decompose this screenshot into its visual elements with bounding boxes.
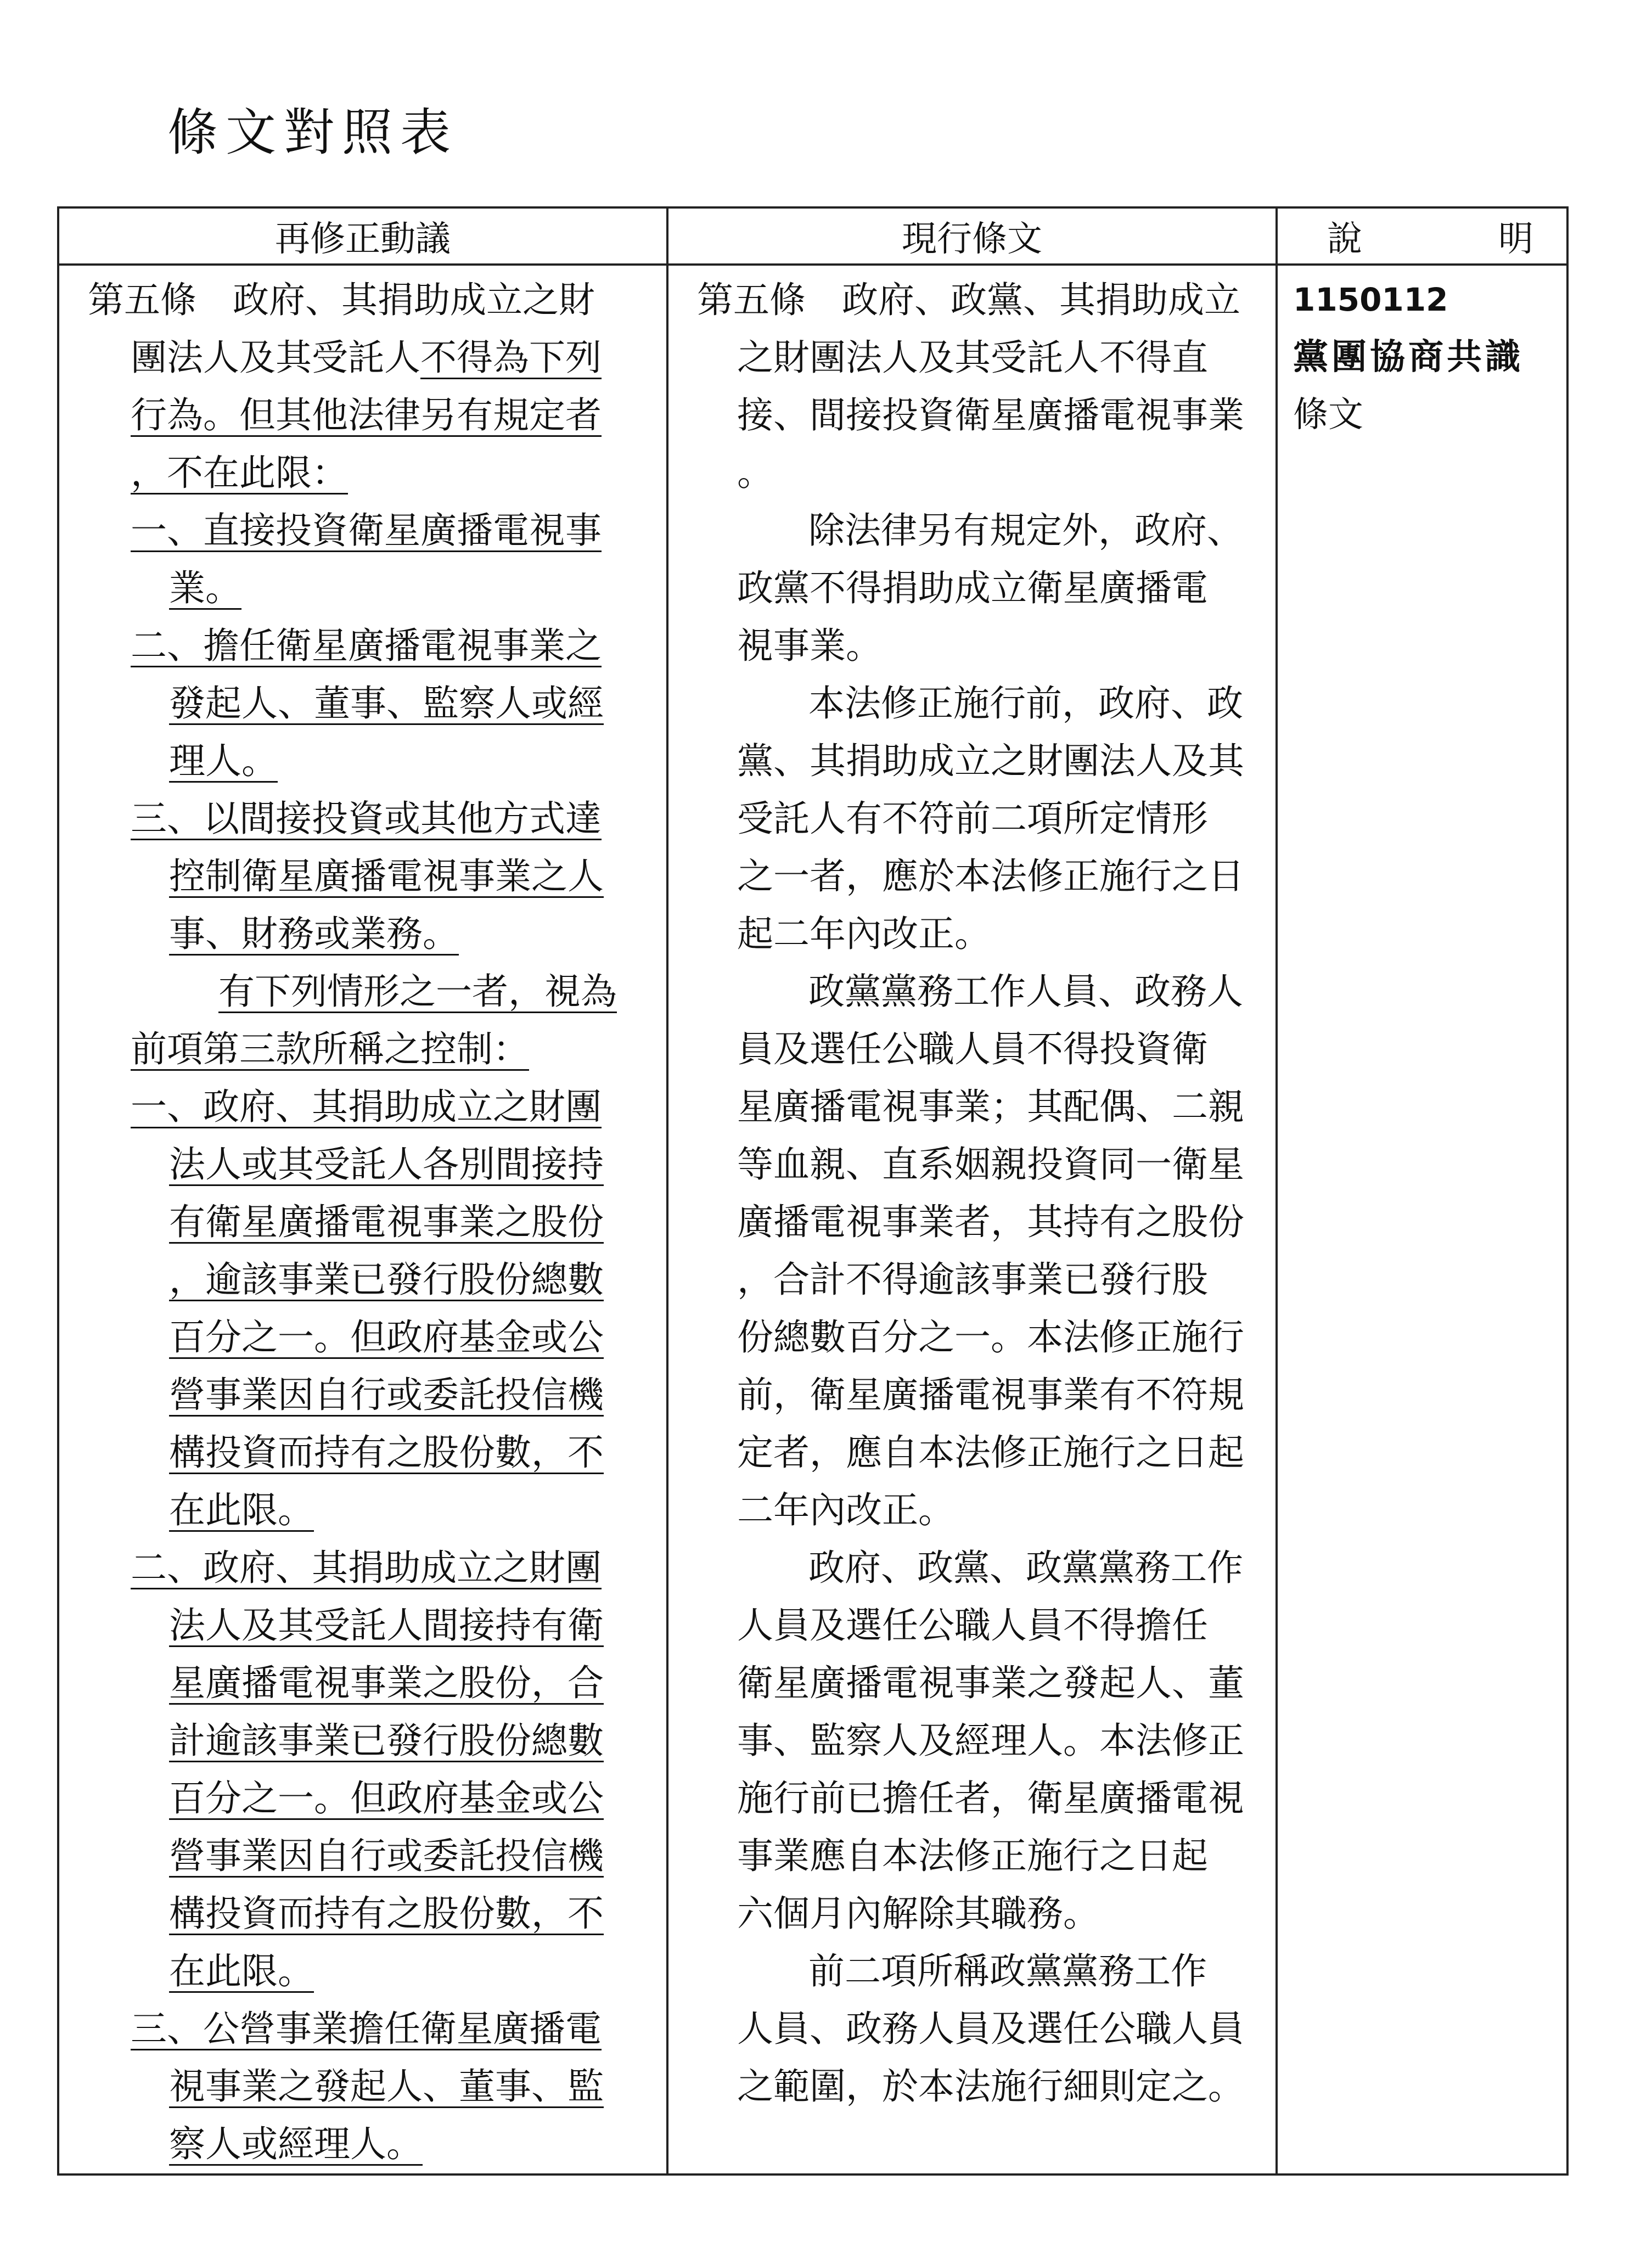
- text-line: 百分之一。但政府基金或公: [169, 1316, 604, 1358]
- header-revised-motion: 再修正動議: [58, 207, 667, 265]
- text-line: 有下列情形之一者，視為: [218, 970, 617, 1013]
- text-line: ，合計不得逾該事業已發行股: [737, 1258, 1208, 1301]
- text-line: ，不在此限：: [131, 452, 348, 494]
- text-line: 之財團法人及其受託人不得直: [737, 336, 1208, 379]
- text-line: 構投資而持有之股份數，不: [169, 1892, 604, 1935]
- comparison-table: [57, 206, 1569, 2176]
- text-line: [59, 329, 666, 386]
- text-line: 法人及其受託人間接持有衛: [169, 1604, 604, 1647]
- text-line: 政黨黨務工作人員、政務人: [808, 970, 1243, 1013]
- text-line: 之一者，應於本法修正施行之日: [737, 855, 1244, 897]
- text-line: 人員、政務人員及選任公職人員: [737, 2008, 1244, 2050]
- text-line: 政黨不得捐助成立衛星廣播電: [737, 567, 1208, 609]
- text-line: 構投資而持有之股份數，不: [169, 1431, 604, 1474]
- text-line: 理人。: [169, 740, 278, 782]
- text-line: 等血親、直系姻親投資同一衛星: [737, 1143, 1244, 1185]
- text-line: 控制衛星廣播電視事業之人: [169, 855, 604, 897]
- text-line: 星廣播電視事業；其配偶、二親: [737, 1086, 1244, 1128]
- text-line: 事、監察人及經理人。本法修正: [737, 1720, 1244, 1762]
- table-body-row: [58, 265, 1567, 2174]
- text-line: ，逾該事業已發行股份總數: [169, 1258, 604, 1301]
- text-line: 法人或其受託人各別間接持: [169, 1143, 604, 1185]
- text-line: 視事業。: [737, 625, 882, 667]
- text-segment: 團法人及其受託人: [131, 336, 420, 379]
- text-line: 二、政府、其捐助成立之財團: [131, 1547, 602, 1589]
- text-line: 起二年內改正。: [737, 913, 991, 955]
- underlined-segment: 不得為下列: [420, 336, 602, 379]
- text-line: 一、直接投資衛星廣播電視事: [131, 509, 602, 552]
- text-line: 在此限。: [169, 1950, 314, 1992]
- current-article-cell: [667, 265, 1277, 2174]
- revised-motion-cell: [58, 265, 667, 2174]
- text-line: 三、公營事業擔任衛星廣播電: [131, 2008, 602, 2050]
- text-line: 計逾該事業已發行股份總數: [169, 1720, 604, 1762]
- header-explanation: [1277, 207, 1567, 265]
- text-line: 第五條 政府、其捐助成立之財: [88, 279, 595, 321]
- text-line: 百分之一。但政府基金或公: [169, 1777, 604, 1819]
- table-header-row: [58, 207, 1567, 265]
- consensus-label-line2: 條文: [1293, 395, 1363, 435]
- text-line: 行為。但其他法律另有規定者: [131, 394, 602, 436]
- text-line: 星廣播電視事業之股份，合: [169, 1662, 604, 1704]
- text-line: 第五條 政府、政黨、其捐助成立: [697, 279, 1240, 321]
- page-title: 條文對照表: [167, 103, 459, 162]
- text-line: 定者，應自本法修正施行之日起: [737, 1431, 1244, 1474]
- text-line: 員及選任公職人員不得投資衛: [737, 1028, 1208, 1070]
- text-line: 衛星廣播電視事業之發起人、董: [737, 1662, 1244, 1704]
- text-line: 二年內改正。: [737, 1489, 954, 1531]
- text-line: 在此限。: [169, 1489, 314, 1531]
- text-line: 份總數百分之一。本法修正施行: [737, 1316, 1244, 1358]
- text-line: 前項第三款所稱之控制：: [131, 1028, 529, 1070]
- text-line: 除法律另有規定外，政府、: [808, 509, 1243, 552]
- header-explanation-b: 明: [1498, 219, 1533, 260]
- text-line: 之範圍，於本法施行細則定之。: [737, 2065, 1244, 2108]
- text-line: 。: [737, 452, 773, 494]
- text-line: 三、以間接投資或其他方式達: [131, 797, 602, 840]
- header-current-article: 現行條文: [667, 207, 1277, 265]
- text-line: 有衛星廣播電視事業之股份: [169, 1201, 604, 1243]
- text-line: 廣播電視事業者，其持有之股份: [737, 1201, 1244, 1243]
- consensus-label: 黨團協商共識: [1293, 337, 1524, 378]
- text-line: 業。: [169, 567, 241, 609]
- consensus-date-number: 1150112: [1293, 281, 1448, 318]
- text-line: 察人或經理人。: [169, 2123, 423, 2165]
- text-line: 前二項所稱政黨黨務工作: [808, 1950, 1207, 1992]
- text-line: 發起人、董事、監察人或經: [169, 682, 604, 724]
- text-line: 接、間接投資衛星廣播電視事業: [737, 394, 1244, 436]
- text-line: 受託人有不符前二項所定情形: [737, 797, 1208, 840]
- text-line: 二、擔任衛星廣播電視事業之: [131, 625, 602, 667]
- text-line: 本法修正施行前，政府、政: [808, 682, 1243, 724]
- explanation-cell: [1277, 265, 1567, 2174]
- header-explanation-a: 說: [1327, 219, 1362, 260]
- text-line: 營事業因自行或委託投信機: [169, 1835, 604, 1877]
- text-line: 一、政府、其捐助成立之財團: [131, 1086, 602, 1128]
- text-line: 視事業之發起人、董事、監: [169, 2065, 604, 2108]
- text-line: 營事業因自行或委託投信機: [169, 1374, 604, 1416]
- text-line: 人員及選任公職人員不得擔任: [737, 1604, 1208, 1647]
- text-line: 黨、其捐助成立之財團法人及其: [737, 740, 1244, 782]
- text-line: 六個月內解除其職務。: [737, 1892, 1099, 1935]
- text-line: 前，衛星廣播電視事業有不符規: [737, 1374, 1244, 1416]
- text-line: 施行前已擔任者，衛星廣播電視: [737, 1777, 1244, 1819]
- text-line: 政府、政黨、政黨黨務工作: [808, 1547, 1243, 1589]
- text-line: 事業應自本法修正施行之日起: [737, 1835, 1208, 1877]
- text-line: 事、財務或業務。: [169, 913, 459, 955]
